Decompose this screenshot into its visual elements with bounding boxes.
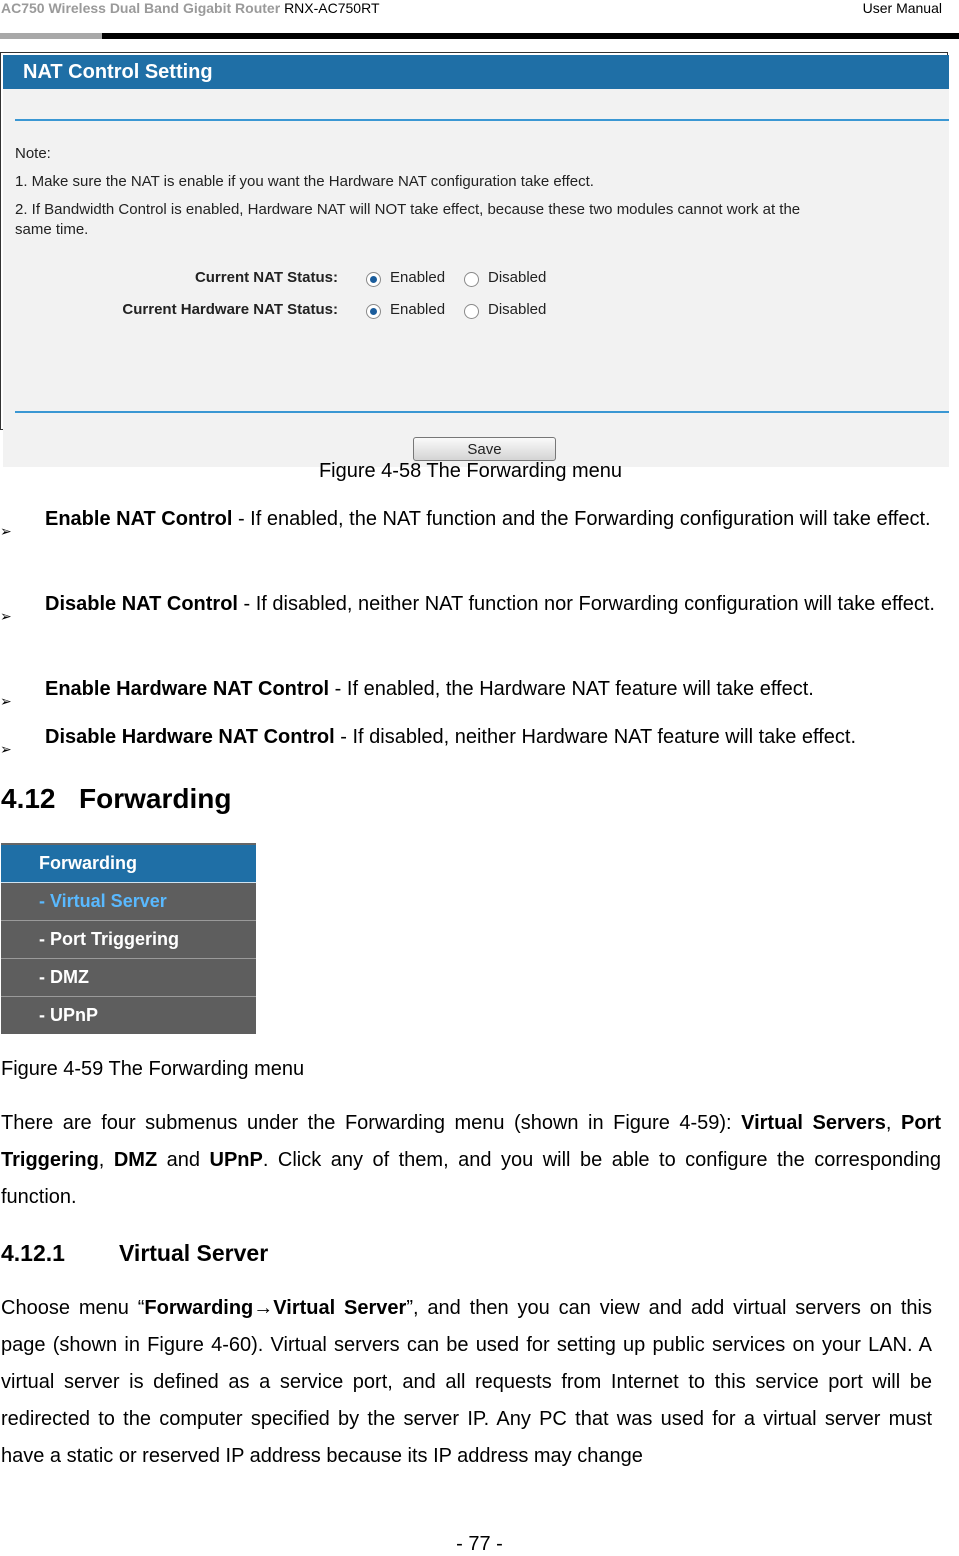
vs-menu-path: Forwarding→Virtual Server bbox=[144, 1297, 407, 1319]
bullet-arrow-icon: ➢ bbox=[0, 741, 12, 757]
nat-note-label: Note: bbox=[15, 145, 51, 162]
figure-58-caption: Figure 4-58 The Forwarding menu bbox=[318, 460, 623, 482]
hw-nat-status-enabled-label: Enabled bbox=[390, 301, 446, 318]
nat-note-1: 1. Make sure the NAT is enable if you want the Hardware NAT configuration take effect. bbox=[15, 173, 594, 190]
bullet-text bbox=[45, 671, 941, 708]
bullet-disable-nat bbox=[0, 586, 959, 660]
bullet-text bbox=[45, 586, 941, 623]
section-number: 4.12 bbox=[1, 783, 56, 814]
nat-note-2b: same time. bbox=[15, 221, 89, 238]
forwarding-menu-screenshot bbox=[1, 843, 256, 1034]
header-rule-grey bbox=[0, 33, 102, 39]
menu-item-label: - DMZ bbox=[39, 967, 89, 987]
intro-sep: and bbox=[157, 1149, 210, 1171]
page-header bbox=[0, 0, 959, 40]
header-product: AC750 Wireless Dual Band Gigabit Router bbox=[1, 0, 281, 16]
nat-status-label: Current NAT Status: bbox=[194, 269, 338, 286]
bullet-desc: - If disabled, neither Hardware NAT feature will take effect. bbox=[334, 726, 857, 748]
nat-status-disabled-label: Disabled bbox=[488, 269, 547, 286]
nat-status-enabled-label: Enabled bbox=[390, 269, 446, 286]
subsection-number: 4.12.1 bbox=[1, 1240, 65, 1266]
menu-dmz[interactable] bbox=[1, 959, 256, 997]
vs-text: Choose menu “ bbox=[1, 1297, 145, 1319]
intro-text: There are four submenus under the Forwarding menu (shown in Figure 4-59): bbox=[1, 1112, 742, 1134]
figure-59-caption: Figure 4-59 The Forwarding menu bbox=[1, 1058, 305, 1080]
bullet-desc: - If enabled, the Hardware NAT feature will take effect. bbox=[329, 678, 814, 700]
hw-nat-status-label: Current Hardware NAT Status: bbox=[122, 301, 338, 318]
nat-control-screenshot bbox=[0, 52, 948, 458]
bullet-term: Enable Hardware NAT Control bbox=[45, 678, 330, 700]
intro-upnp: UPnP bbox=[209, 1149, 263, 1171]
nat-top-rule bbox=[15, 119, 949, 121]
header-model: RNX-AC750RT bbox=[284, 0, 380, 16]
section-title: Forwarding bbox=[79, 783, 232, 814]
nat-panel-title-bar bbox=[3, 55, 949, 89]
menu-upnp[interactable] bbox=[1, 997, 256, 1034]
menu-virtual-server[interactable] bbox=[1, 883, 256, 921]
menu-item-label: - UPnP bbox=[39, 1005, 99, 1025]
bullet-arrow-icon: ➢ bbox=[0, 693, 12, 709]
page-number: - 77 - bbox=[456, 1533, 503, 1555]
header-doc-type: User Manual bbox=[862, 0, 942, 16]
intro-virtual-servers: Virtual Servers bbox=[741, 1112, 886, 1134]
menu-forwarding[interactable] bbox=[1, 845, 256, 883]
bullet-term: Enable NAT Control bbox=[45, 508, 233, 530]
nat-panel-title: NAT Control Setting bbox=[23, 61, 213, 83]
hw-nat-status-enabled-radio[interactable] bbox=[366, 304, 381, 319]
header-rule-black bbox=[102, 33, 959, 39]
bullet-disable-hw-nat bbox=[0, 719, 959, 756]
bullet-desc: - If disabled, neither NAT function nor Forwarding configuration will take effect. bbox=[237, 593, 935, 615]
nat-bottom-rule bbox=[15, 411, 949, 413]
header-left bbox=[1, 0, 380, 16]
bullet-arrow-icon: ➢ bbox=[0, 523, 12, 539]
hw-nat-status-disabled-label: Disabled bbox=[488, 301, 547, 318]
bullet-enable-nat bbox=[0, 501, 959, 575]
nat-status-disabled-radio[interactable] bbox=[464, 272, 479, 287]
vs-text: ”, and then you can view and add virtual servers on this page (shown in Figure 4-60). Virtual servers can be used for setting up public services on your LAN. A virtual server is defined as a service port, and all requests from Internet to this service port will be redirected to the computer specified by the server IP. Any PC that was used for a virtual server must have a static or reserved IP address because its IP address may change bbox=[1, 1297, 932, 1467]
subsection-heading bbox=[1, 1240, 268, 1267]
bullet-term: Disable Hardware NAT Control bbox=[45, 726, 335, 748]
nat-panel-body bbox=[3, 89, 949, 467]
nat-status-enabled-radio[interactable] bbox=[366, 272, 381, 287]
intro-text: . Click any of them, and you will be able to configure the corresponding function. bbox=[1, 1149, 941, 1208]
intro-port-triggering: Port Triggering bbox=[1, 1112, 941, 1171]
save-button[interactable]: Save bbox=[413, 437, 556, 461]
menu-port-triggering[interactable] bbox=[1, 921, 256, 959]
bullet-desc: - If enabled, the NAT function and the Forwarding configuration will take effect. bbox=[232, 508, 931, 530]
subsection-title: Virtual Server bbox=[119, 1240, 269, 1266]
intro-sep: , bbox=[885, 1112, 901, 1134]
section-heading bbox=[1, 783, 231, 815]
forwarding-intro-paragraph bbox=[1, 1105, 941, 1216]
bullet-text bbox=[45, 501, 941, 538]
nat-note-2a: 2. If Bandwidth Control is enabled, Hardware NAT will NOT take effect, because these two modules cannot work at the bbox=[15, 201, 801, 218]
menu-forwarding-label: Forwarding bbox=[39, 853, 137, 873]
intro-dmz: DMZ bbox=[113, 1149, 158, 1171]
bullet-text bbox=[45, 719, 941, 756]
intro-sep: , bbox=[98, 1149, 114, 1171]
bullet-arrow-icon: ➢ bbox=[0, 608, 12, 624]
hw-nat-status-disabled-radio[interactable] bbox=[464, 304, 479, 319]
bullet-term: Disable NAT Control bbox=[45, 593, 238, 615]
menu-item-label: - Virtual Server bbox=[39, 891, 167, 911]
bullet-enable-hw-nat bbox=[0, 671, 959, 708]
virtual-server-paragraph bbox=[1, 1290, 932, 1475]
menu-item-label: - Port Triggering bbox=[39, 929, 180, 949]
